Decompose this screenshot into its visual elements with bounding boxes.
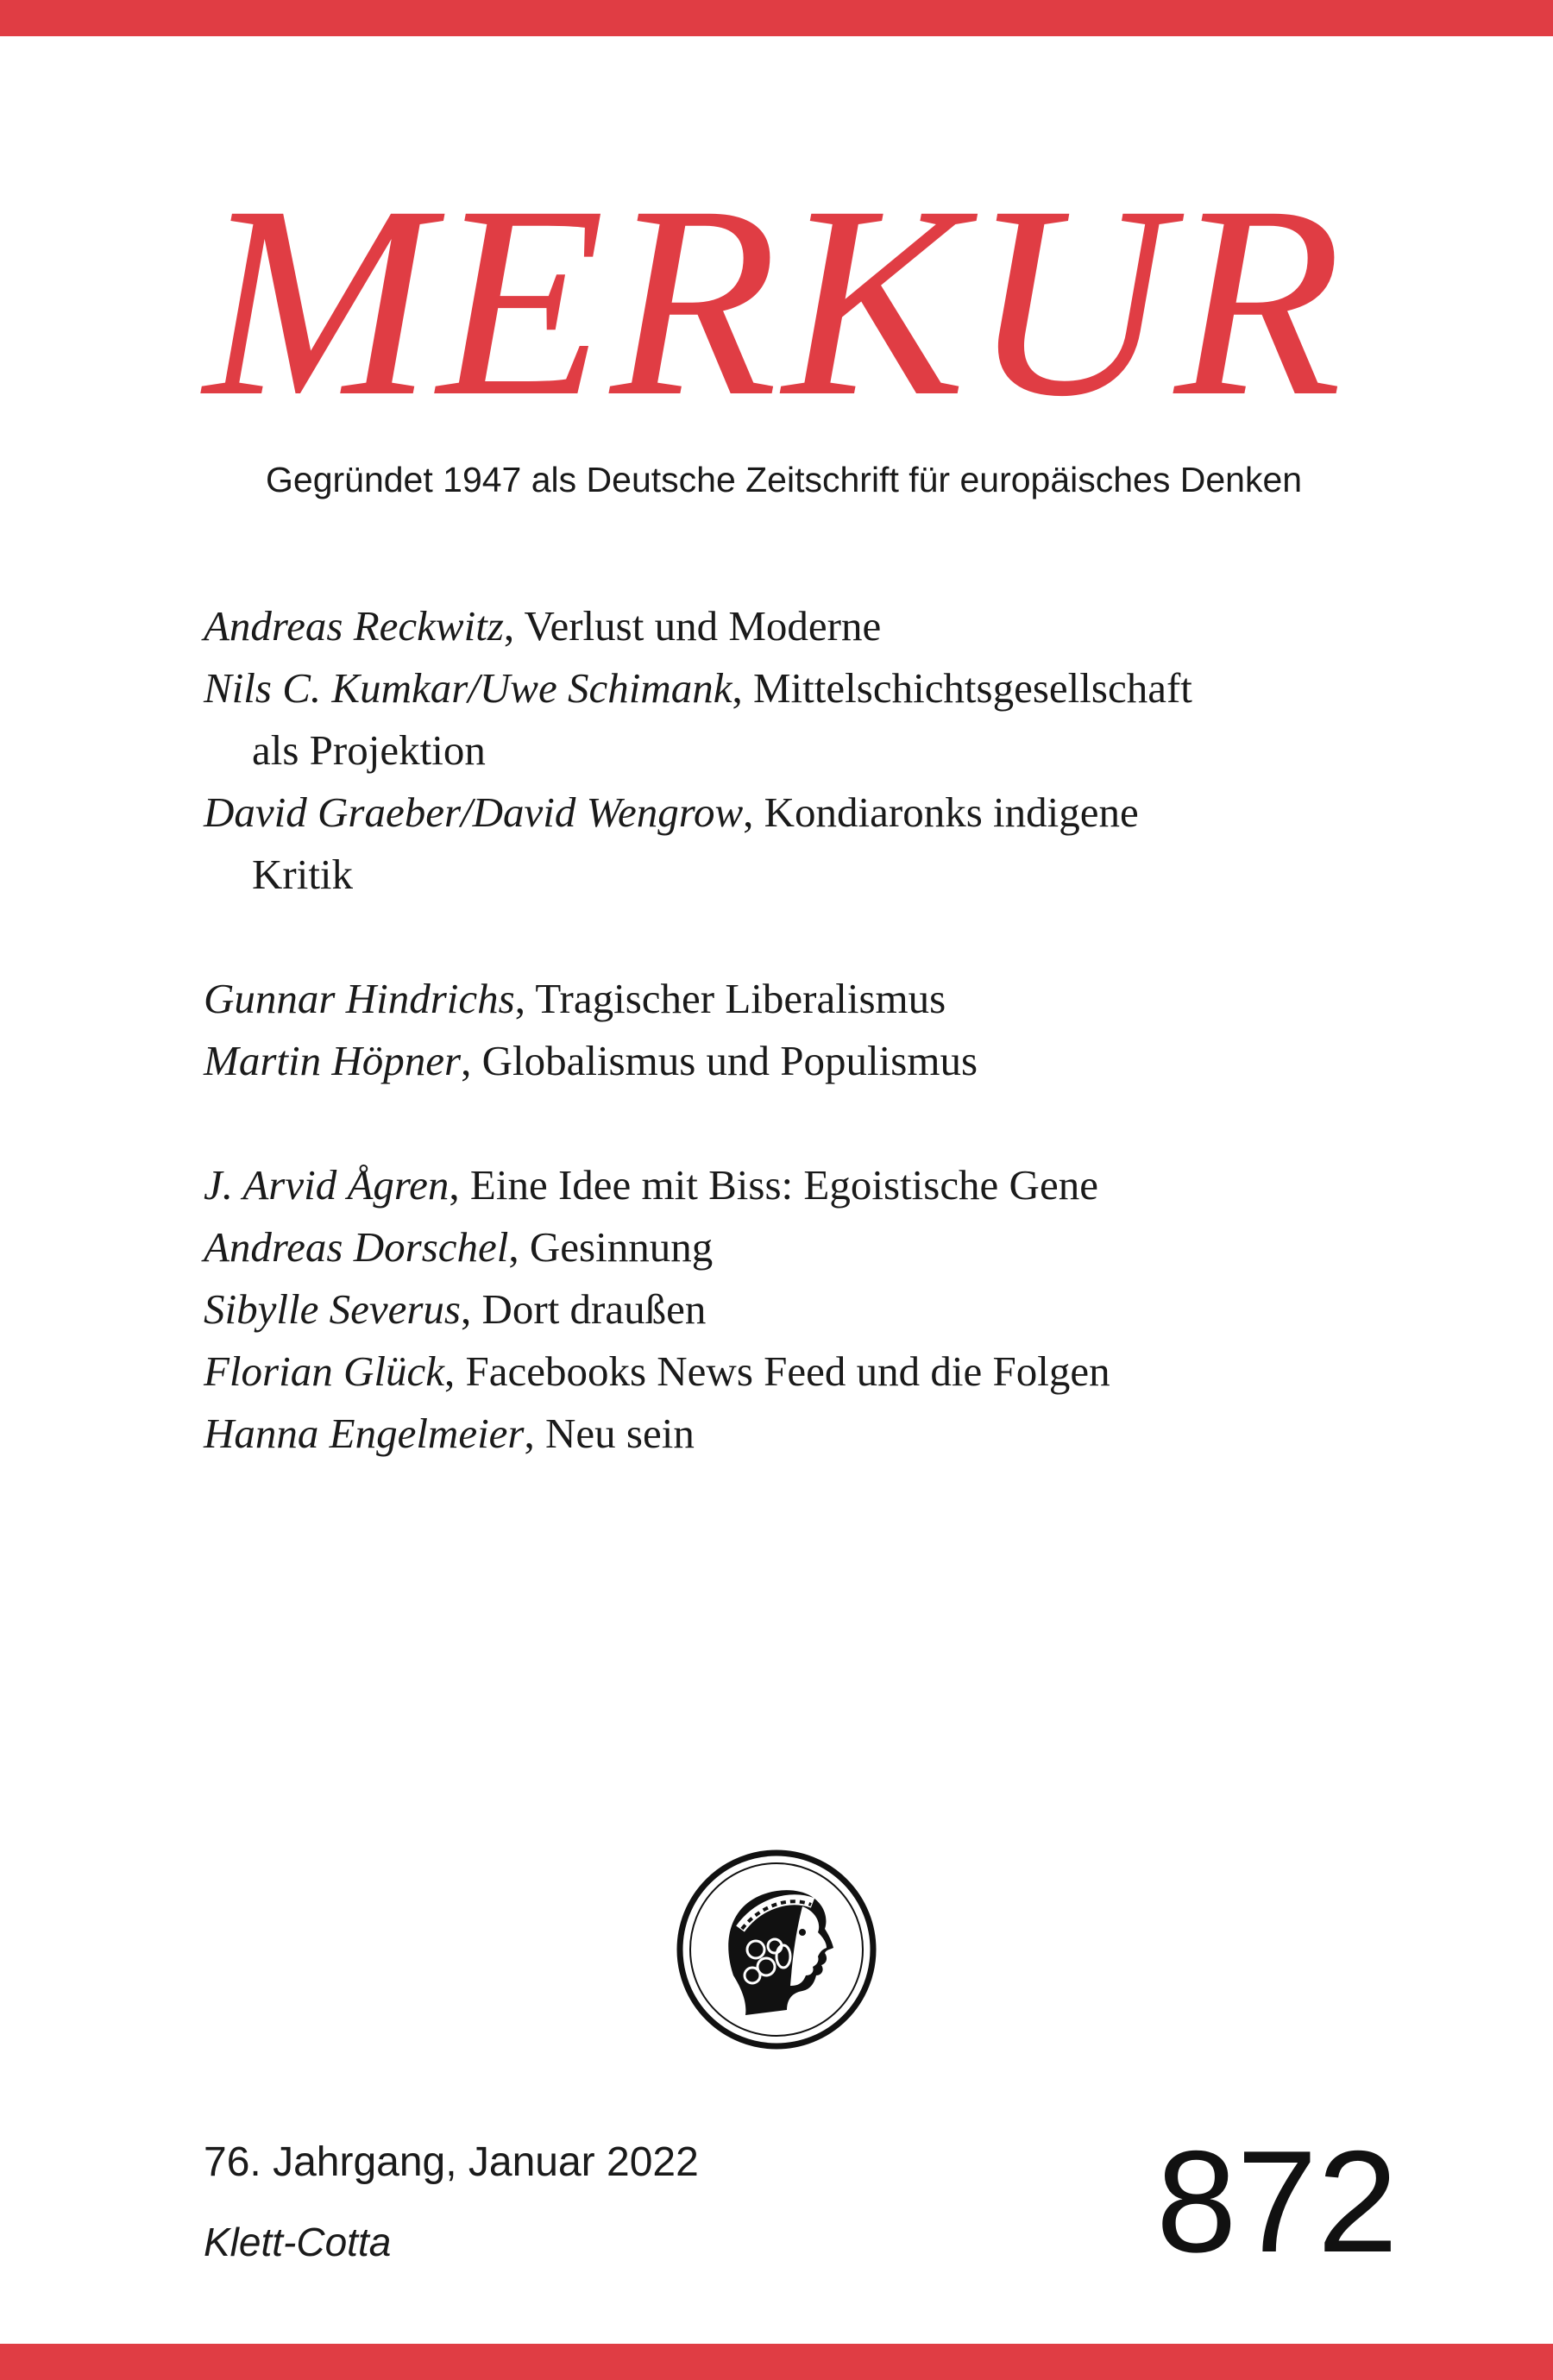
entry-author: Sibylle Severus [204,1285,461,1333]
publisher-name: Klett-Cotta [204,2220,392,2264]
entry-title: Verlust und Moderne [524,602,882,650]
entry-author: Hanna Engelmeier [204,1410,525,1457]
contents-group-1 [204,595,1412,906]
entry-separator: , [461,1037,482,1084]
contents-group-2 [204,968,1412,1092]
contents-entry[interactable] [204,968,1412,1030]
entry-separator: , [514,975,536,1022]
table-of-contents [204,595,1412,1527]
contents-group-3 [204,1154,1412,1465]
magazine-title: MERKUR [204,149,1348,453]
contents-entry[interactable] [204,1154,1412,1216]
contents-entry[interactable] [204,595,1412,657]
entry-author: J. Arvid Ågren [204,1161,450,1209]
entry-separator: , [743,788,764,836]
entry-separator: , [732,664,753,712]
contents-entry[interactable] [204,1030,1412,1092]
magazine-subtitle: Gegründet 1947 als Deutsche Zeitschrift für europäisches Denken [266,460,1303,499]
entry-author: David Graeber/David Wengrow [204,788,744,836]
entry-title: Neu sein [545,1410,695,1457]
entry-author: Andreas Reckwitz [204,602,504,650]
entry-separator: , [460,1285,482,1333]
contents-entry[interactable] [204,1278,1412,1341]
issue-number: 872 [1156,2120,1399,2283]
entry-separator: , [503,602,525,650]
contents-entry[interactable] [204,1216,1412,1278]
entry-title: Globalismus und Populismus [481,1037,978,1084]
entry-author: Nils C. Kumkar/Uwe Schimank [204,664,732,712]
entry-separator: , [449,1161,470,1209]
contents-entry[interactable] [204,782,1412,906]
entry-author: Martin Höpner [204,1037,462,1084]
top-accent-bar [0,0,1553,36]
entry-author: Gunnar Hindrichs [204,975,515,1022]
entry-title: Dort draußen [481,1285,707,1333]
entry-title: Tragischer Liberalismus [535,975,946,1022]
entry-separator: , [508,1223,530,1271]
entry-author: Andreas Dorschel [204,1223,509,1271]
entry-separator: , [443,1347,466,1395]
entry-title-continuation: als Projektion [252,726,486,774]
entry-title: Eine Idee mit Biss: Egoistische Gene [469,1161,1098,1209]
volume-date: 76. Jahrgang, Januar 2022 [204,2139,699,2185]
contents-entry[interactable] [204,657,1412,782]
entry-author: Florian Glück [204,1347,444,1395]
contents-entry[interactable] [204,1341,1412,1403]
bottom-accent-bar [0,2344,1553,2380]
entry-title-continuation: Kritik [252,851,354,898]
entry-title: Gesinnung [529,1223,714,1271]
hermes-head-seal-icon [673,1846,880,2053]
entry-separator: , [524,1410,545,1457]
entry-title: Facebooks News Feed und die Folgen [465,1347,1110,1395]
contents-entry[interactable] [204,1403,1412,1465]
entry-title: Kondiaronks indigene [764,788,1139,836]
entry-title: Mittelschichtsgesellschaft [752,664,1192,712]
